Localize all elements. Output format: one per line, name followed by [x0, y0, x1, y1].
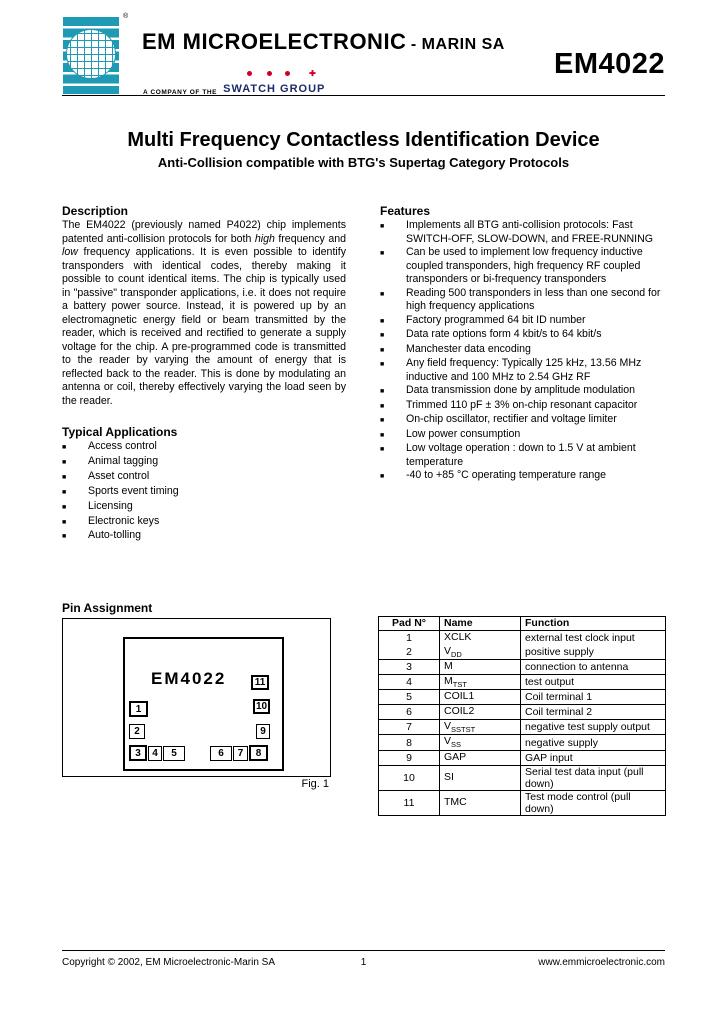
page-number: 1	[360, 957, 367, 968]
swatch-marks-icon: ✚	[223, 71, 325, 79]
list-item: ■ Factory programmed 64 bit ID number	[380, 314, 667, 329]
list-item: ■ Reading 500 transponders in less than one second for high frequency applications	[380, 286, 661, 312]
square-bullet-icon: ■	[380, 402, 385, 410]
square-bullet-icon: ■	[380, 317, 385, 325]
table-row: 9 GAP GAP input	[379, 750, 666, 765]
list-item: ■ Data rate options form 4 kbit/s to 64 kbit/s	[380, 328, 667, 343]
column-header-pad: Pad N°	[379, 617, 440, 631]
list-item: ■ Licensing	[62, 500, 346, 515]
table-row: 2 $V_{DD}$ positive supply	[379, 645, 666, 660]
square-bullet-icon: ■	[62, 444, 67, 451]
swatch-group-text: SWATCH GROUP	[223, 83, 326, 95]
table-row: 3 M connection to antenna	[379, 659, 666, 674]
table-row: 1 XCLK external test clock input	[379, 630, 666, 645]
pin-box-9: 9	[256, 724, 270, 739]
table-row: 10 SI Serial test data input (pull down)	[379, 765, 666, 790]
description-text: The EM4022 (previously named P4022) chip implements patented anti-collision protocols for both high frequency and low frequency applications. It is even possible to identify transponders with identical codes, thereby making it possible to count identical items. The chip is typically used in "passive" transponder applications, i.e. it does not require a battery power source. Instead, it is powered up by an electromagnetic energy field or beam transmitted by the reader, which is received and rectified to generate a supply voltage for the chip. A pre-programmed code is transmitted to the reader by varying the amount of energy that is reflected back to the reader. This is done by modulating an antenna or coil, thereby effectively varying the load seen by the reader.	[62, 219, 346, 407]
square-bullet-icon: ■	[62, 518, 67, 526]
pin-box-5: 5	[163, 746, 185, 761]
pin-box-2: 2	[129, 724, 145, 739]
company-name	[142, 29, 505, 55]
square-bullet-icon: ■	[62, 458, 67, 466]
tagline-text: A COMPANY OF THE	[143, 89, 218, 96]
square-bullet-icon: ■	[62, 533, 67, 541]
page-subtitle: Anti-Collision compatible with BTG's Supertag Category Protocols	[157, 155, 570, 170]
applications-heading: Typical Applications	[62, 425, 178, 439]
registered-trademark: ®	[123, 13, 129, 20]
square-bullet-icon: ■	[380, 332, 385, 339]
list-item: ■ Trimmed 110 pF ± 3% on-chip resonant capacitor	[380, 399, 667, 414]
table-row: 4 $M_{TST}$ test output	[379, 675, 666, 690]
website-url: www.emmicroelectronic.com	[538, 957, 665, 968]
header-divider	[62, 95, 665, 96]
company-tagline-row	[143, 71, 325, 97]
chip-outline	[123, 637, 284, 771]
table-row: 7 $V_{SSTST}$ negative test supply output	[379, 720, 666, 735]
table-row: 6 COIL2 Coil terminal 2	[379, 705, 666, 720]
list-item: ■ On-chip oscillator, rectifier and voltage limiter	[380, 413, 667, 428]
page-title: Multi Frequency Contactless Identification Device	[127, 129, 600, 151]
list-item: ■ -40 to +85 °C operating temperature range	[380, 469, 667, 484]
em-logo	[63, 17, 119, 94]
right-column	[380, 204, 667, 484]
list-item: ■ Low voltage operation : down to 1.5 V at ambient temperature	[380, 442, 636, 468]
column-header-function: Function	[521, 617, 666, 631]
list-item: ■ Implements all BTG anti-collision protocols: Fast SWITCH-OFF, SLOW-DOWN, and FREE-RUNNING	[380, 219, 653, 245]
table-row: 8 $V_{SS}$ negative supply	[379, 735, 666, 750]
list-item: ■ Access control	[62, 440, 346, 455]
table-row: 5 COIL1 Coil terminal 1	[379, 690, 666, 705]
wafer-icon	[66, 29, 116, 79]
figure-caption: Fig. 1	[301, 778, 329, 790]
table-header-row	[379, 617, 666, 631]
square-bullet-icon: ■	[62, 503, 67, 511]
square-bullet-icon: ■	[380, 290, 385, 298]
pin-box-8: 8	[249, 745, 268, 761]
swatch-group-logo	[223, 71, 325, 97]
square-bullet-icon: ■	[62, 473, 67, 481]
square-bullet-icon: ■	[380, 473, 385, 480]
pin-assignment-heading: Pin Assignment	[62, 601, 153, 615]
pin-box-7: 7	[233, 746, 248, 761]
list-item: ■ Any field frequency: Typically 125 kHz, 13.56 MHz inductive and 100 MHz to 2.54 GHz RF	[380, 357, 642, 383]
pin-box-1: 1	[129, 701, 148, 717]
features-heading: Features	[380, 204, 431, 218]
company-name-main: EM MICROELECTRONIC	[142, 29, 407, 54]
pin-box-3: 3	[129, 745, 147, 761]
square-bullet-icon: ■	[380, 431, 385, 439]
list-item: ■ Low power consumption	[380, 428, 667, 443]
square-bullet-icon: ■	[380, 250, 385, 257]
description-heading: Description	[62, 204, 129, 218]
square-bullet-icon: ■	[380, 446, 385, 453]
left-column	[62, 204, 346, 544]
square-bullet-icon: ■	[380, 346, 385, 354]
square-bullet-icon: ■	[380, 417, 385, 424]
list-item: ■ Animal tagging	[62, 455, 346, 470]
pin-box-10: 10	[253, 699, 270, 714]
square-bullet-icon: ■	[62, 488, 67, 496]
list-item: ■ Can be used to implement low frequency inductive coupled transponders, high frequency RF coupled transponders or bi-frequency transponders	[380, 246, 643, 285]
typical-applications	[62, 425, 346, 544]
list-item: ■ Data transmission done by amplitude modulation	[380, 384, 667, 399]
footer	[62, 957, 665, 968]
copyright-text: Copyright © 2002, EM Microelectronic-Marin SA	[62, 957, 275, 968]
part-number: EM4022	[553, 48, 665, 80]
list-item: ■ Auto-tolling	[62, 529, 346, 544]
table-row: 11 TMC Test mode control (pull down)	[379, 790, 666, 815]
footer-divider	[62, 950, 665, 951]
pin-assignment-figure	[62, 618, 331, 777]
list-item: ■ Asset control	[62, 470, 346, 485]
list-item: ■ Sports event timing	[62, 485, 346, 500]
list-item: ■ Manchester data encoding	[380, 343, 667, 358]
pin-box-4: 4	[148, 746, 162, 761]
square-bullet-icon: ■	[380, 223, 385, 230]
pin-function-table	[378, 616, 666, 816]
column-header-name: Name	[440, 617, 521, 631]
chip-label: EM4022	[151, 669, 227, 688]
company-name-suffix: - MARIN SA	[410, 36, 505, 53]
pin-box-6: 6	[210, 746, 232, 761]
square-bullet-icon: ■	[380, 388, 385, 395]
list-item: ■ Electronic keys	[62, 515, 346, 530]
square-bullet-icon: ■	[380, 361, 385, 368]
pin-box-11: 11	[251, 675, 269, 690]
